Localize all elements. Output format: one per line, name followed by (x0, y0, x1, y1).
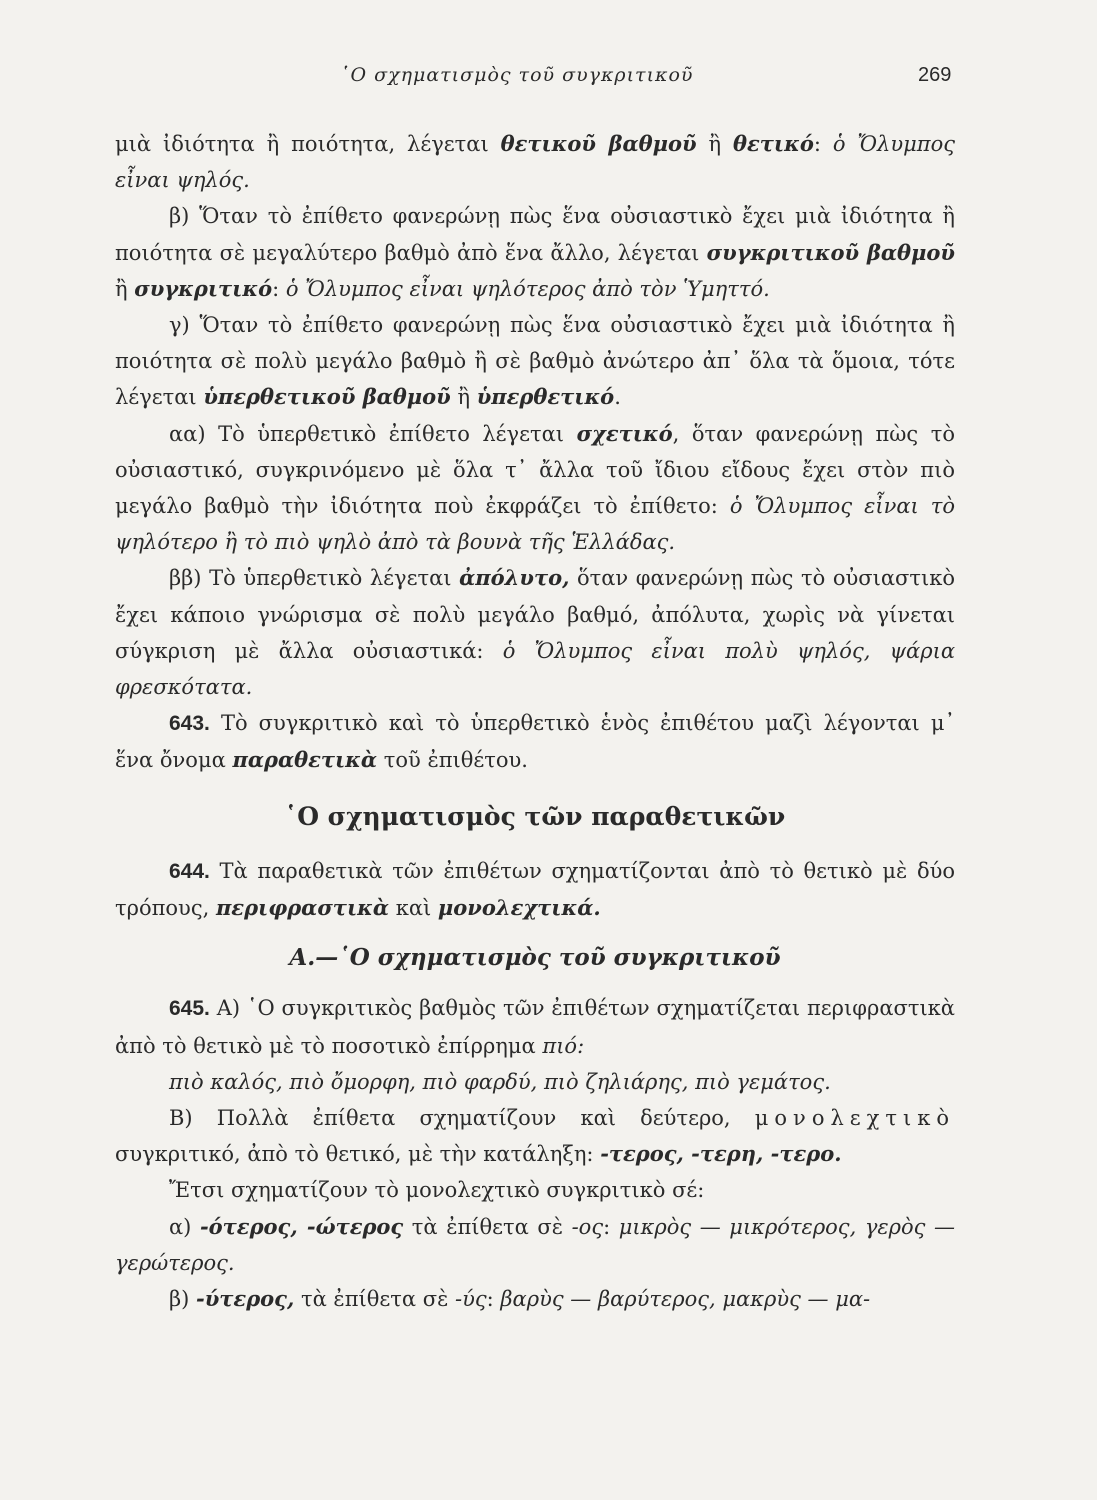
paragraph-examples (115, 1064, 955, 1100)
text: , ὅταν φανερώνῃ πὼς τὸ οὐσιαστικό, συγκρινόμενο μὲ ὅλα τ᾽ ἄλλα τοῦ ἴδιου εἴδους ἔχει στὸν πιὸ μεγάλο βαθμὸ τὴν ἰδιότητα ποὺ ἐκφράζει τὸ ἐπίθετο: (115, 421, 955, 519)
paragraph-comparative-degree (115, 198, 955, 307)
text: : (486, 1287, 501, 1312)
body-text (115, 126, 955, 1317)
term: συγκριτικοῦ βαθμοῦ (706, 239, 956, 265)
paragraph-thus (115, 1172, 955, 1208)
paragraph-positive-degree (115, 126, 955, 198)
text: . (614, 385, 621, 410)
text: ἢ (450, 385, 477, 410)
example: ὁ Ὄλυμπος εἶναι ψηλός. (115, 132, 955, 193)
text: α) (169, 1214, 200, 1239)
term: ὑπερθετικοῦ βαθμοῦ (203, 384, 451, 410)
text: τὰ ἐπίθετα σὲ (294, 1287, 456, 1312)
term: ἀπόλυτο, (459, 565, 570, 591)
term: θετικοῦ βαθμοῦ (500, 131, 697, 156)
text: Τὰ παραθετικὰ τῶν ἐπιθέτων σχηματίζονται ἀπὸ τὸ θετικὸ μὲ δύο τρόπους, (115, 858, 955, 921)
text: Β) Πολλὰ ἐπίθετα σχηματίζουν καὶ δεύτερο, (169, 1106, 755, 1131)
example: μικρὸς — μικρότερος, γερὸς — γερώτερος. (115, 1214, 955, 1275)
text: : (272, 276, 286, 301)
text: ὅταν φανερώνῃ πὼς τὸ οὐσιαστικὸ ἔχει κάποιο γνώρισμα σὲ πολὺ μεγάλο βαθμό, ἀπόλυτα, χωρὶς νὰ γίνεται σύγκριση μὲ ἄλλα οὐσιαστικά: (115, 566, 955, 663)
text: καὶ (389, 896, 438, 921)
ending: -ος (571, 1214, 604, 1239)
text: Ἔτσι σχηματίζουν τὸ μονολεχτικὸ συγκριτικὸ σέ: (169, 1178, 705, 1203)
text: : (813, 132, 833, 156)
term: ὑπερθετικό (476, 384, 615, 410)
suffixes: -ότερος, -ώτερος (199, 1213, 404, 1239)
text: β) (169, 1287, 197, 1312)
paragraph-645 (115, 990, 955, 1063)
paragraph-monolectic (115, 1100, 955, 1172)
text: γ) Ὅταν τὸ ἐπίθετο φανερώνῃ πὼς ἕνα οὐσιαστικὸ ἔχει μιὰ ἰδιότητα ἢ ποιότητα σὲ πολὺ μεγάλο βαθμὸ ἢ σὲ βαθμὸ ἀνώτερο ἀπ᾽ ὅλα τὰ ὅμοια, τότε λέγεται (115, 313, 955, 410)
example: πιὸ καλός, πιὸ ὄμορφη, πιὸ φαρδύ, πιὸ ζηλιάρης, πιὸ γεμάτος. (169, 1069, 831, 1094)
term: σχετικό (576, 420, 673, 446)
page-number: 269 (918, 64, 952, 86)
example: ὁ Ὄλυμπος εἶναι ψηλότερος ἀπὸ τὸν Ὑμηττό. (285, 276, 770, 301)
suffixes: -ύτερος, (196, 1286, 295, 1312)
paragraph-rule-b (115, 1281, 955, 1317)
section-heading: ῾Ο σχηματισμὸς τῶν παραθετικῶν (284, 801, 786, 831)
term: περιφραστικὰ (215, 895, 390, 921)
term: μονολεχτικά. (437, 895, 601, 921)
paragraph-superlative-degree (115, 307, 955, 416)
term: παραθετικὰ (232, 747, 378, 773)
text: μιὰ ἰδιότητα ἢ ποιότητα, λέγεται (115, 132, 501, 156)
paragraph-absolute-superlative (115, 560, 955, 705)
paragraph-rule-a (115, 1209, 955, 1281)
text: β) Ὅταν τὸ ἐπίθετο φανερώνῃ πὼς ἕνα οὐσιαστικὸ ἔχει μιὰ ἰδιότητα ἢ ποιότητα σὲ μεγαλύτερο βαθμὸ ἀπὸ ἕνα ἄλλο, λέγεται (115, 204, 955, 265)
ending: -ύς (455, 1287, 487, 1312)
example: βαρὺς — βαρύτερος, μακρὺς — μα- (500, 1287, 871, 1312)
running-head (0, 64, 1097, 94)
paragraph-relative-superlative (115, 416, 955, 561)
text: ββ) Τὸ ὑπερθετικὸ λέγεται (169, 566, 460, 591)
text: τὰ ἐπίθετα σὲ (403, 1214, 572, 1239)
text: Α) ῾Ο συγκριτικὸς βαθμὸς τῶν ἐπιθέτων σχηματίζεται περιφραστικὰ ἀπὸ τὸ θετικὸ μὲ τὸ ποσοτικὸ ἐπίρρημα (115, 996, 955, 1058)
section-number: 645. (169, 997, 210, 1021)
text: ἢ (115, 276, 135, 301)
suffixes: -τερος, -τερη, -τερο. (600, 1141, 842, 1167)
text: τοῦ ἐπιθέτου. (377, 748, 528, 773)
example: ὁ Ὄλυμπος εἶναι πολὺ ψηλός, ψάρια φρεσκότατα. (115, 638, 955, 700)
text: : (603, 1214, 619, 1239)
section-number: 643. (169, 712, 210, 736)
subsection-heading: Α.—῾Ο σχηματισμὸς τοῦ συγκριτικοῦ (289, 944, 781, 972)
text: αα) Τὸ ὑπερθετικὸ ἐπίθετο λέγεται (169, 421, 577, 446)
example: πιό: (542, 1033, 585, 1058)
term: θετικό (733, 131, 814, 156)
section-number: 644. (169, 859, 210, 883)
paragraph-643 (115, 705, 955, 778)
text: ἢ (696, 132, 734, 156)
text: Τὸ συγκριτικὸ καὶ τὸ ὑπερθετικὸ ἑνὸς ἐπιθέτου μαζὶ λέγονται μ᾽ ἕνα ὄνομα (115, 711, 955, 773)
text: συγκριτικό, ἀπὸ τὸ θετικό, μὲ τὴν κατάληξη: (115, 1142, 601, 1167)
spaced-term: μονολεχτικὸ (754, 1106, 955, 1131)
term: συγκριτικό (134, 275, 273, 301)
example: ὁ Ὄλυμπος εἶναι τὸ ψηλότερο ἢ τὸ πιὸ ψηλὸ ἀπὸ τὰ βουνὰ τῆς Ἑλλάδας. (115, 494, 955, 555)
running-title: ῾Ο σχηματισμὸς τοῦ συγκριτικοῦ (340, 64, 694, 86)
paragraph-644 (115, 853, 955, 926)
